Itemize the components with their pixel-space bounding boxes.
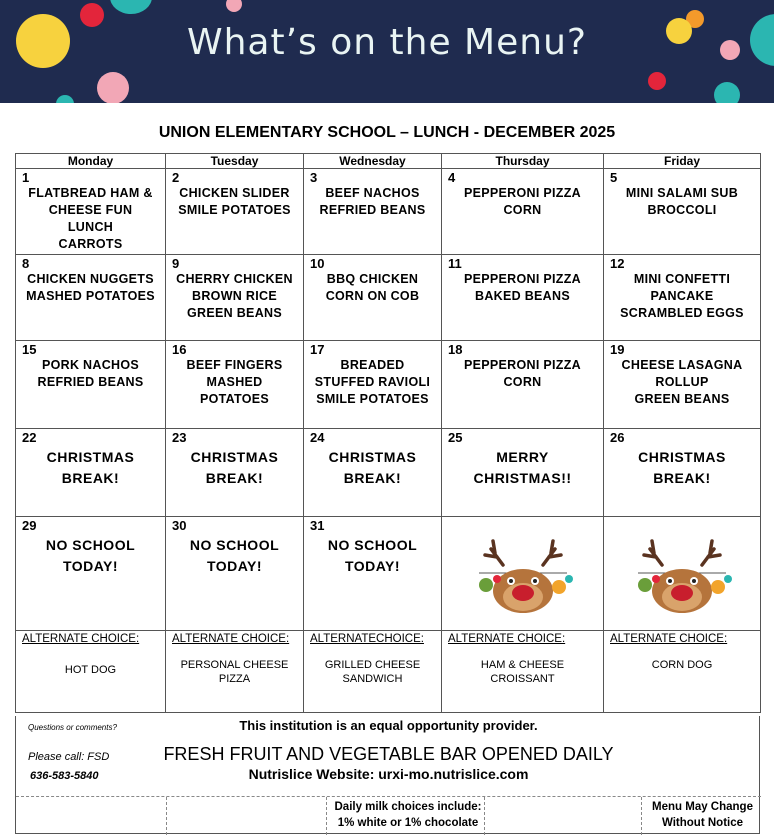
day-number: 18 (448, 342, 463, 357)
menu-item: POTATOES (199, 392, 270, 406)
menu-item: BBQ CHICKEN (326, 272, 419, 286)
day-number: 31 (310, 518, 325, 533)
alternate-cell (442, 631, 604, 713)
reindeer-icon (632, 535, 732, 615)
menu-item: CARROTS (58, 237, 123, 251)
day-cell (16, 255, 166, 341)
break-notice: BREAK! (61, 470, 120, 486)
menu-item: GREEN BEANS (634, 392, 730, 406)
day-number: 17 (310, 342, 325, 357)
day-cell (304, 341, 442, 429)
alternate-item: HOT DOG (64, 664, 117, 676)
weekday-header-row (16, 154, 761, 169)
weekday-wednesday: Wednesday (304, 154, 442, 169)
menu-item: MINI SALAMI SUB (625, 186, 739, 200)
day-number: 26 (610, 430, 625, 445)
banner-dot-teal-bottom-left (56, 95, 74, 103)
alternate-label: ALTERNATE CHOICE: (448, 633, 566, 645)
alternate-item: PIZZA (218, 673, 251, 685)
menu-banner (0, 0, 774, 103)
day-number: 19 (610, 342, 625, 357)
menu-item: LUNCH (67, 220, 114, 234)
week-row (16, 429, 761, 517)
alternate-cell (604, 631, 761, 713)
banner-dot-pink-left (97, 72, 129, 103)
menu-footer (15, 716, 760, 834)
menu-item: CHICKEN SLIDER (179, 186, 290, 200)
break-notice: BREAK! (653, 470, 711, 486)
banner-dot-red-right (648, 72, 666, 90)
day-cell (304, 255, 442, 341)
day-cell (16, 341, 166, 429)
menu-item: CHERRY CHICKEN (176, 272, 293, 286)
day-cell (604, 169, 761, 255)
menu-item: SCRAMBLED EGGS (620, 306, 744, 320)
milk-line-2: 1% white or 1% chocolate (337, 817, 479, 829)
holiday-greeting: MERRY (496, 449, 549, 465)
holiday-greeting: CHRISTMAS!! (473, 470, 572, 486)
no-school-notice: NO SCHOOL (189, 537, 280, 553)
banner-dot-teal-top (110, 0, 152, 14)
menu-item: PANCAKE (650, 289, 714, 303)
milk-line-1: Daily milk choices include: (334, 801, 482, 813)
menu-item: ROLLUP (655, 375, 709, 389)
menu-item: FLATBREAD HAM & (28, 186, 153, 200)
menu-item: BEEF FINGERS (186, 358, 283, 372)
notice-line-2: Without Notice (661, 817, 744, 829)
day-number: 2 (172, 170, 180, 185)
menu-item: MASHED POTATOES (26, 289, 155, 303)
menu-item: CORN (503, 203, 542, 217)
menu-item: CHICKEN NUGGETS (27, 272, 154, 286)
equal-opportunity-statement: This institution is an equal opportunity provider. (239, 718, 538, 733)
milk-choices (328, 799, 488, 831)
no-school-notice: NO SCHOOL (45, 537, 136, 553)
day-cell (166, 517, 304, 631)
day-cell (166, 341, 304, 429)
day-cell (304, 169, 442, 255)
menu-item: PEPPERONI PIZZA (463, 186, 582, 200)
footer-divider (166, 797, 167, 835)
week-row (16, 341, 761, 429)
day-number: 30 (172, 518, 187, 533)
day-cell (16, 429, 166, 517)
menu-item: CORN (503, 375, 542, 389)
week-row (16, 169, 761, 255)
menu-item: GREEN BEANS (187, 306, 282, 320)
day-cell (166, 255, 304, 341)
day-cell (604, 255, 761, 341)
day-number: 16 (172, 342, 187, 357)
day-number: 15 (22, 342, 37, 357)
menu-item: CORN ON COB (325, 289, 420, 303)
menu-change-notice (644, 799, 761, 831)
banner-dot-pink-small (226, 0, 242, 12)
alternate-label: ALTERNATE CHOICE: (610, 633, 728, 645)
alternate-label: ALTERNATE CHOICE: (22, 633, 140, 645)
day-number: 12 (610, 256, 625, 271)
day-number: 8 (22, 256, 30, 271)
alternate-label: ALTERNATECHOICE: (310, 633, 424, 645)
alternate-cell (304, 631, 442, 713)
day-cell (16, 169, 166, 255)
alternate-cell (16, 631, 166, 713)
alternate-label: ALTERNATE CHOICE: (172, 633, 290, 645)
no-school-notice: TODAY! (344, 558, 401, 574)
day-cell (16, 517, 166, 631)
alternate-choice-row (16, 631, 761, 713)
fresh-bar-notice: FRESH FRUIT AND VEGETABLE BAR OPENED DAILY (163, 744, 614, 764)
day-number: 25 (448, 430, 463, 445)
day-cell (304, 429, 442, 517)
menu-item: PORK NACHOS (41, 358, 140, 372)
alternate-item: CORN DOG (651, 659, 713, 671)
menu-item: CHEESE LASAGNA (621, 358, 743, 372)
menu-item: MASHED (206, 375, 263, 389)
day-cell (604, 429, 761, 517)
day-number: 5 (610, 170, 618, 185)
day-number: 10 (310, 256, 325, 271)
alternate-item: CROISSANT (490, 673, 555, 685)
break-notice: CHRISTMAS (46, 449, 135, 465)
break-notice: CHRISTMAS (328, 449, 417, 465)
day-number: 11 (448, 256, 462, 271)
menu-item: PEPPERONI PIZZA (463, 272, 582, 286)
weekday-tuesday: Tuesday (166, 154, 304, 169)
day-cell (166, 169, 304, 255)
menu-item: BREADED (340, 358, 405, 372)
break-notice: CHRISTMAS (638, 449, 726, 465)
day-cell (442, 341, 604, 429)
day-number: 22 (22, 430, 37, 445)
lunch-calendar (15, 153, 761, 713)
notice-line-1: Menu May Change (652, 801, 753, 813)
day-cell (604, 341, 761, 429)
reindeer-icon (473, 535, 573, 615)
week-row (16, 255, 761, 341)
phone-number: 636-583-5840 (30, 770, 99, 782)
alternate-item: SANDWICH (342, 673, 403, 685)
day-cell (442, 429, 604, 517)
day-number: 29 (22, 518, 37, 533)
menu-item: BAKED BEANS (475, 289, 570, 303)
day-number: 3 (310, 170, 318, 185)
menu-item: BEEF NACHOS (325, 186, 420, 200)
footer-bottom-row (16, 796, 761, 835)
alternate-item: HAM & CHEESE (480, 659, 565, 671)
day-number: 1 (22, 170, 30, 185)
no-school-notice: NO SCHOOL (327, 537, 418, 553)
day-number: 23 (172, 430, 187, 445)
reindeer-cell (604, 517, 761, 631)
day-cell (166, 429, 304, 517)
day-cell (304, 517, 442, 631)
footer-divider (641, 797, 642, 835)
no-school-notice: TODAY! (206, 558, 263, 574)
menu-item: BROCCOLI (647, 203, 717, 217)
weekday-friday: Friday (604, 154, 761, 169)
week-row (16, 517, 761, 631)
menu-item: REFRIED BEANS (37, 375, 144, 389)
break-notice: BREAK! (205, 470, 264, 486)
day-cell (442, 169, 604, 255)
menu-item: CHEESE FUN (48, 203, 133, 217)
questions-text: Questions or comments? (28, 723, 117, 732)
menu-item: SMILE POTATOES (316, 392, 429, 406)
nutrislice-website: Nutrislice Website: urxi-mo.nutrislice.com (248, 766, 529, 782)
menu-item: BROWN RICE (192, 289, 277, 303)
alternate-item: PERSONAL CHEESE (180, 659, 289, 671)
alternate-item: GRILLED CHEESE (324, 659, 421, 671)
please-call-text: Please call: FSD (28, 751, 110, 763)
weekday-thursday: Thursday (442, 154, 604, 169)
no-school-notice: TODAY! (62, 558, 119, 574)
banner-dot-teal-bottom-right (714, 82, 740, 103)
reindeer-cell (442, 517, 604, 631)
alternate-cell (166, 631, 304, 713)
document-title: UNION ELEMENTARY SCHOOL – LUNCH - DECEMBER 2025 (158, 124, 616, 141)
footer-divider (326, 797, 327, 835)
menu-item: STUFFED RAVIOLI (314, 375, 431, 389)
menu-item: MINI CONFETTI (633, 272, 731, 286)
menu-item: REFRIED BEANS (319, 203, 426, 217)
menu-item: PEPPERONI PIZZA (463, 358, 582, 372)
day-cell (442, 255, 604, 341)
day-number: 24 (310, 430, 325, 445)
day-number: 9 (172, 256, 180, 271)
break-notice: BREAK! (343, 470, 402, 486)
break-notice: CHRISTMAS (190, 449, 279, 465)
weekday-monday: Monday (16, 154, 166, 169)
menu-item: SMILE POTATOES (178, 203, 291, 217)
banner-title: What’s on the Menu? (187, 22, 587, 63)
day-number: 4 (448, 170, 456, 185)
